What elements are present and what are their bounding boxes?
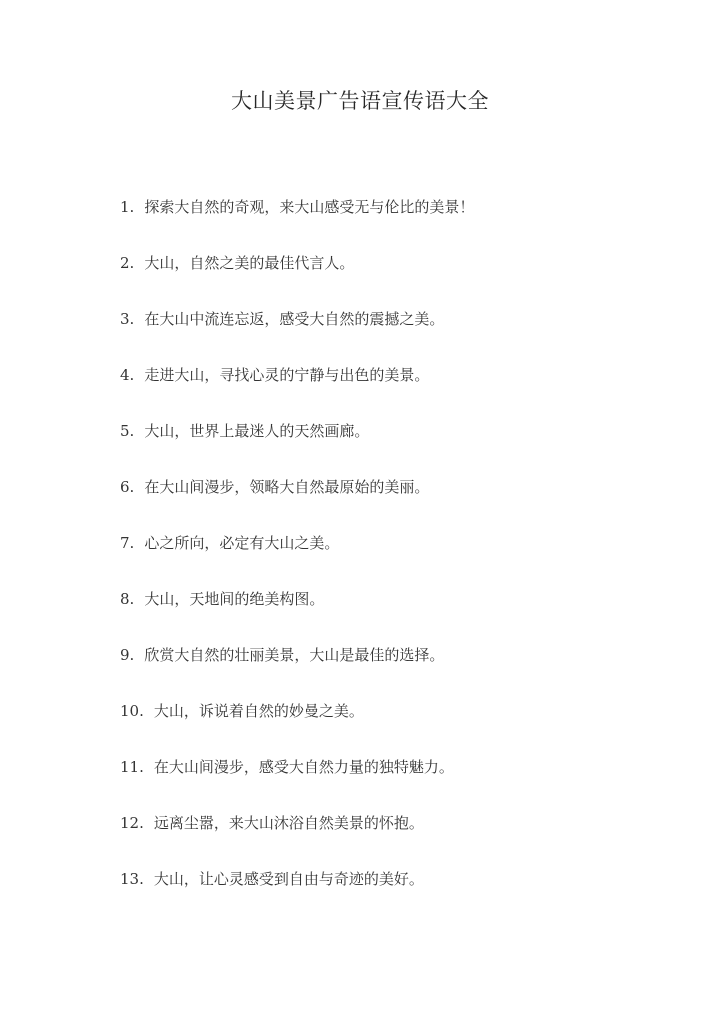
document-title: 大山美景广告语宣传语大全 <box>231 89 489 113</box>
list-item <box>120 753 680 809</box>
slogan-list <box>120 193 680 921</box>
item-text: 大山，诉说着自然的妙曼之美。 <box>153 702 364 720</box>
list-item <box>120 865 680 921</box>
item-number: 5. <box>120 422 135 440</box>
list-item <box>120 585 680 641</box>
item-text: 大山，让心灵感受到自由与奇迹的美好。 <box>153 870 424 888</box>
list-item <box>120 193 680 249</box>
item-text: 走进大山，寻找心灵的宁静与出色的美景。 <box>144 366 430 384</box>
item-number: 13. <box>120 870 144 888</box>
item-number: 9. <box>120 646 135 664</box>
item-text: 大山，天地间的绝美构图。 <box>144 590 325 608</box>
item-number: 6. <box>120 478 135 496</box>
item-number: 12. <box>120 814 144 832</box>
item-text: 在大山间漫步，领略大自然最原始的美丽。 <box>144 478 430 496</box>
list-item <box>120 641 680 697</box>
item-text: 在大山中流连忘返，感受大自然的震撼之美。 <box>144 310 445 328</box>
item-number: 8. <box>120 590 135 608</box>
list-item <box>120 697 680 753</box>
item-text: 心之所向，必定有大山之美。 <box>144 534 340 552</box>
list-item <box>120 305 680 361</box>
list-item <box>120 361 680 417</box>
item-text: 在大山间漫步，感受大自然力量的独特魅力。 <box>153 758 454 776</box>
item-text: 大山，世界上最迷人的天然画廊。 <box>144 422 370 440</box>
item-text: 欣赏大自然的壮丽美景，大山是最佳的选择。 <box>144 646 445 664</box>
item-number: 1. <box>120 198 135 216</box>
list-item <box>120 417 680 473</box>
item-number: 10. <box>120 702 144 720</box>
item-number: 4. <box>120 366 135 384</box>
item-number: 7. <box>120 534 135 552</box>
list-item <box>120 249 680 305</box>
list-item <box>120 473 680 529</box>
item-text: 探索大自然的奇观，来大山感受无与伦比的美景！ <box>144 198 475 216</box>
list-item <box>120 809 680 865</box>
item-text: 远离尘嚣，来大山沐浴自然美景的怀抱。 <box>153 814 424 832</box>
item-number: 11. <box>120 758 144 776</box>
list-item <box>120 529 680 585</box>
item-number: 2. <box>120 254 135 272</box>
item-text: 大山，自然之美的最佳代言人。 <box>144 254 355 272</box>
item-number: 3. <box>120 310 135 328</box>
